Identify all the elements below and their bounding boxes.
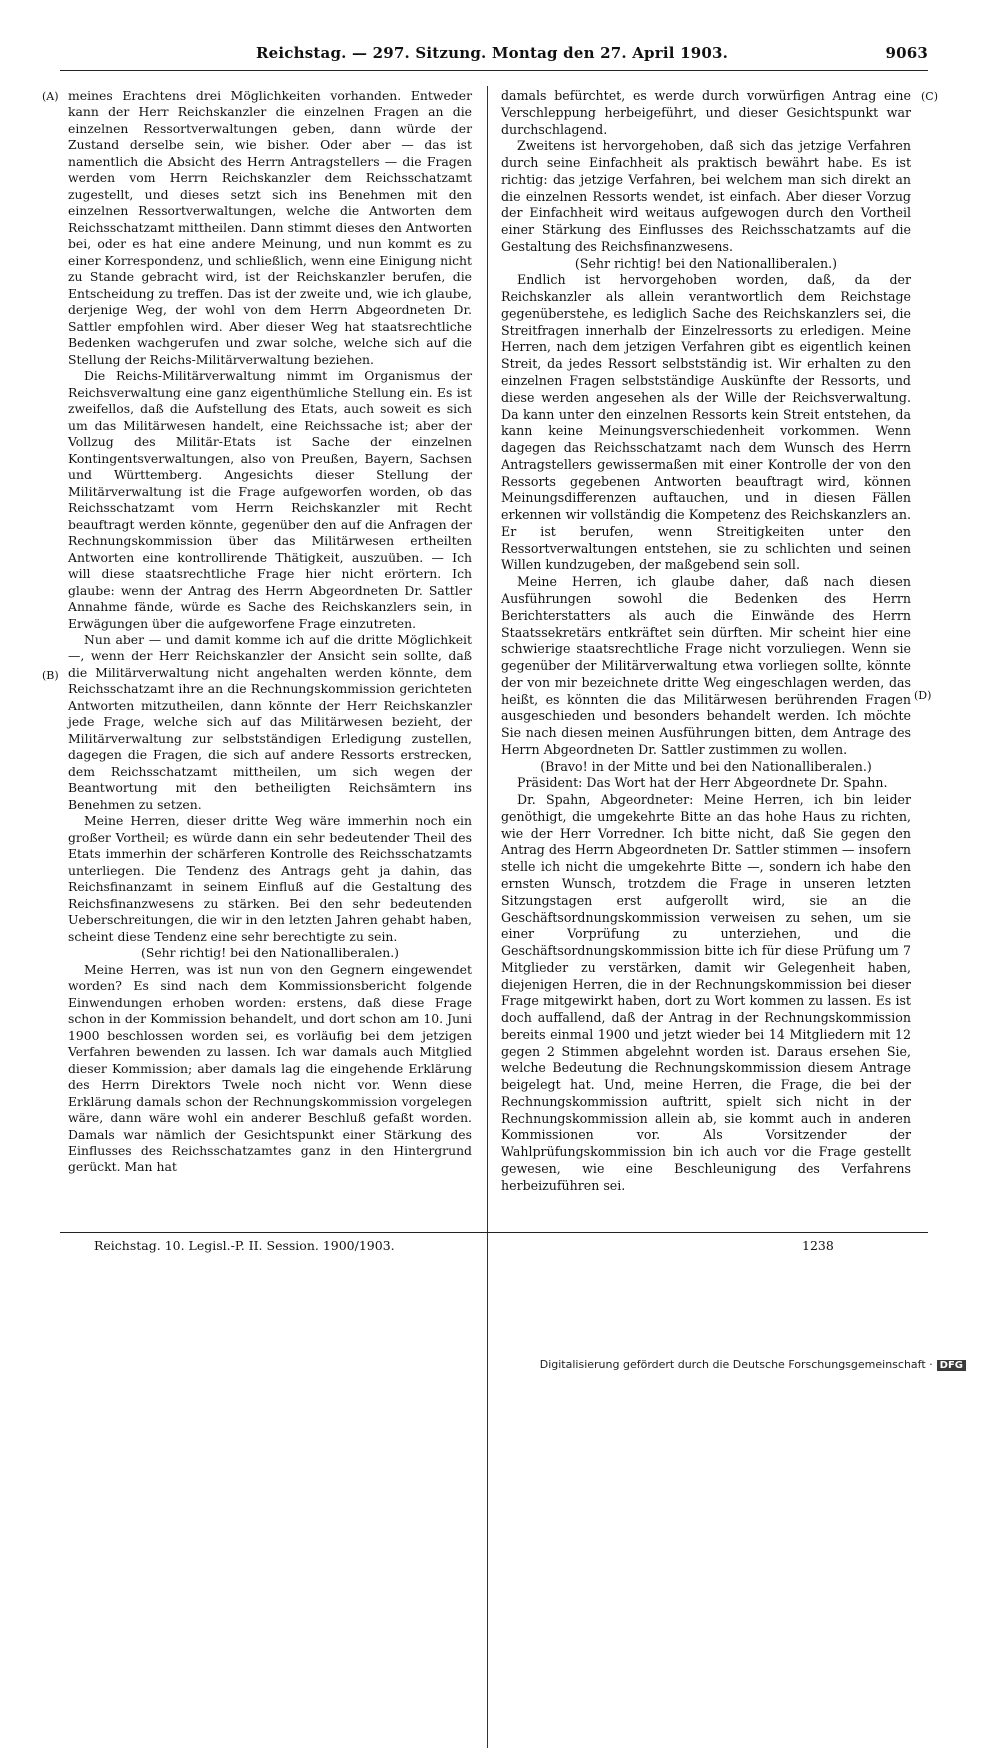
paragraph: Meine Herren, ich glaube daher, daß nach diesen Ausführungen sowohl die Bedenken des Herrn Berichterstatters als auch die Einwände des Herrn Staatssekretärs entkräftet sein dürften. Mir scheint hier eine schwierige staatsrechtliche Frage nicht vorzuliegen. Wenn sie gegenüber der Militärverwaltung etwa vorliegen sollte, könnte der von mir bezeichnete dritte Weg eingeschlagen werden, das heißt, es könnten die das Militärwesen berührenden Fragen ausgeschieden und besonders behandelt werden. Ich möchte Sie nach diesen meinen Ausführungen bitten, dem Antrage des Herrn Abgeordneten Dr. Sattler zustimmen zu wollen. xyxy=(501,574,911,757)
paragraph: meines Erachtens drei Möglichkeiten vorhanden. Entweder kann der Herr Reichskanzler die einzelnen Fragen an die einzelnen Ressortverwaltungen geben, dann würde der Zustand derselbe sein, wie bisher. Oder aber — das ist namentlich die Absicht des Herrn Antragstellers — die Fragen werden vom Herrn Reichskanzler dem Reichsschatzamt zugestellt, und dieses setzt sich ins Benehmen mit den einzelnen Ressortverwaltungen, welche die Antworten dem Reichsschatzamt mittheilen. Dann stimmt dieses den Antworten bei, oder es hat eine andere Meinung, und nun kommt es zu einer Korrespondenz, und schließlich, wenn eine Einigung nicht zu Stande gebracht wird, ist der Reichskanzler berufen, die Entscheidung zu treffen. Das ist der zweite und, wie ich glaube, derjenige Weg, der wohl von dem Herrn Abgeordneten Dr. Sattler empfohlen wird. Aber dieser Weg hat staatsrechtliche Bedenken wachgerufen und zwar solche, welche sich auf die Stellung der Reichs-Militärverwaltung beziehen. xyxy=(68,88,472,367)
margin-marker-b: (B) xyxy=(42,669,59,682)
paragraph: Nun aber — und damit komme ich auf die dritte Möglichkeit —, wenn der Herr Reichskanzler der Ansicht sein sollte, daß die Militärverwaltung nicht angehalten werden könnte, dem Reichsschatzamt ihre an die Rechnungskommission gerichteten Antworten mitzutheilen, dann könnte der Herr Reichskanzler jede Frage, welche sich auf das Militärwesen bezieht, der Militärverwaltung zur selbstständigen Erledigung zustellen, dagegen die Fragen, die sich auf andere Ressorts erstrecken, dem Reichsschatzamt mittheilen, um sich wegen der Beantwortung mit den betheiligten Reichsämtern ins Benehmen zu setzen. xyxy=(68,631,472,812)
margin-marker-c: (C) xyxy=(921,90,938,103)
page-header xyxy=(60,40,928,66)
paragraph: Meine Herren, dieser dritte Weg wäre immerhin noch ein großer Vortheil; es würde dann ein sehr bedeutender Theil des Etats immerhin der schärferen Kontrolle des Reichsschatzamts unterliegen. Die Tendenz des Antrags geht ja dahin, das Reichsfinanzamt in seinem Einfluß auf die Gestaltung des Reichsfinanzwesens zu stärken. Bei den sehr bedeutenden Ueberschreitungen, die wir in den letzten Jahren gehabt haben, scheint diese Tendenz eine sehr berechtigte zu sein. xyxy=(68,813,472,944)
digitization-credit xyxy=(540,1358,966,1371)
paragraph: damals befürchtet, es werde durch vorwürfigen Antrag eine Verschleppung herbeigeführt, und dieser Gesichtspunkt war durchschlagend. xyxy=(501,88,911,137)
margin-marker-a: (A) xyxy=(42,90,59,103)
right-column xyxy=(501,88,911,1195)
paragraph: Meine Herren, was ist nun von den Gegnern eingewendet worden? Es sind nach dem Kommissionsbericht folgende Einwendungen erhoben worden: erstens, daß diese Frage schon in der Kommission behandelt, und dort schon am 10. Juni 1900 beschlossen worden sei, es vorläufig bei dem jetzigen Verfahren bewenden zu lassen. Ich war damals auch Mitglied dieser Kommission; aber damals lag die eingehende Erklärung des Herrn Direktors Twele noch nicht vor. Wenn diese Erklärung damals schon der Rechnungskommission vorgelegen wäre, dann wäre wohl ein anderer Beschluß gefaßt worden. Damals war nämlich der Gesichtspunkt einer Stärkung des Einflusses des Reichsschatzamtes ganz in den Hintergrund gerückt. Man hat xyxy=(68,961,472,1175)
footer-rule xyxy=(60,1232,928,1233)
speaker-paragraph: Präsident: Das Wort hat der Herr Abgeordnete Dr. Spahn. xyxy=(517,775,888,791)
paragraph: Zweitens ist hervorgehoben, daß sich das jetzige Verfahren durch seine Einfachheit als praktisch bewährt habe. Es ist richtig: das jetzige Verfahren, bei welchem man sich direkt an die einzelnen Ressorts wendet, ist einfach. Aber dieser Vorzug der Einfachheit wird weitaus aufgewogen durch den Vortheil einer Stärkung des Einflusses des Reichsschatzamts auf die Gestaltung des Reichsfinanzwesens. xyxy=(501,138,911,254)
paragraph: Endlich ist hervorgehoben worden, daß, da der Reichskanzler als allein verantwortlich dem Reichstage gegenüberstehe, es lediglich Sache des Reichskanzlers sei, die Streitfragen innerhalb der Einzelressorts zu erledigen. Meine Herren, nach dem jetzigen Verfahren gibt es eigentlich keinen Streit, da jedes Ressort selbstständig ist. Wir erhalten zu den einzelnen Fragen selbstständige Auskünfte der Ressorts, und diese werden angesehen als der Wille der Reichsverwaltung. Da kann unter den einzelnen Ressorts kein Streit entstehen, da kann keine Meinungsverschiedenheit vorkommen. Wenn dagegen das Reichsschatzamt nach dem Wunsch des Herrn Antragstellers gewissermaßen mit einer Kontrolle der von den Ressorts gegebenen Antworten beauftragt wird, können Meinungsdifferenzen auftauchen, und in diesen Fällen erkennen wir vollständig die Kompetenz des Reichskanzlers an. Er ist berufen, wenn Streitigkeiten unter den Ressortverwaltungen entstehen, sie zu schlichten und seinen Willen kundzugeben, der maßgebend sein soll. xyxy=(501,272,911,573)
page-title: Reichstag. — 297. Sitzung. Montag den 27. April 1903. xyxy=(256,44,729,62)
credit-text: Digitalisierung gefördert durch die Deutsche Forschungsgemeinschaft · xyxy=(539,1358,933,1371)
page-number: 9063 xyxy=(885,44,928,62)
column-divider xyxy=(487,86,488,1748)
interjection: (Bravo! in der Mitte und bei den Nationalliberalen.) xyxy=(540,758,872,774)
footer-sheet-number: 1238 xyxy=(802,1238,834,1253)
dfg-logo: DFG xyxy=(937,1360,966,1371)
paragraph: Dr. Spahn, Abgeordneter: Meine Herren, ich bin leider genöthigt, die umgekehrte Bitte an das hohe Haus zu richten, wie der Herr Vorredner. Ich bitte nicht, daß Sie gegen den Antrag des Herrn Abgeordneten Dr. Sattler stimmen — insofern stelle ich nicht die umgekehrte Bitte —, sondern ich habe den ernsten Wunsch, trotzdem die Frage in unseren letzten Sitzungstagen erst aufgerollt wird, sie an die Geschäftsordnungskommission verweisen zu sehen, um sie einer Vorprüfung zu unterziehen, und die Geschäftsordnungskommission bitte ich für diese Prüfung um 7 Mitglieder zu verstärken, damit wir Gelegenheit haben, diejenigen Herren, die in der Rechnungskommission bei dieser Frage mitgewirkt haben, dort zu Wort kommen zu lassen. Es ist doch auffallend, daß der Antrag in der Rechnungskommission bereits einmal 1900 und jetzt wieder bei 14 Mitgliedern mit 12 gegen 2 Stimmen abgelehnt worden ist. Daraus ersehen Sie, welche Bedeutung die Rechnungskommission diesem Antrage beigelegt hat. Und, meine Herren, die Frage, die bei der Rechnungskommission auftritt, spielt sich nicht in der Rechnungskommission allein ab, sie kommt auch in anderen Kommissionen vor. Als Vorsitzender der Wahlprüfungskommission bin ich auch vor die Frage gestellt gewesen, wie eine Beschleunigung des Verfahrens herbeizuführen sei. xyxy=(501,792,911,1193)
interjection: (Sehr richtig! bei den Nationalliberalen.) xyxy=(574,255,838,271)
paragraph: Die Reichs-Militärverwaltung nimmt im Organismus der Reichsverwaltung eine ganz eigenthümliche Stellung ein. Es ist zweifellos, daß die Aufstellung des Etats, auch soweit es sich um das Militärwesen handelt, eine Reichssache ist; aber der Vollzug des Militär-Etats ist Sache der einzelnen Kontingentsverwaltungen, also von Preußen, Bayern, Sachsen und Württemberg. Angesichts dieser Stellung der Militärverwaltung ist die Frage aufgeworfen worden, ob das Reichsschatzamt vom Herrn Reichskanzler mit Recht beauftragt werden könnte, gegenüber den auf die Anfragen der Rechnungskommission über das Militärwesen ertheilten Antworten eine kontrollirende Thätigkeit, auszuüben. — Ich will diese staatsrechtliche Frage hier nicht erörtern. Ich glaube: wenn der Antrag des Herrn Abgeordneten Dr. Sattler Annahme fände, würde es Sache des Reichskanzlers sein, in Erwägungen über die aufgeworfene Frage einzutreten. xyxy=(68,368,472,631)
margin-marker-d: (D) xyxy=(914,689,932,702)
footer-session-info: Reichstag. 10. Legisl.-P. II. Session. 1900/1903. xyxy=(94,1238,395,1253)
interjection: (Sehr richtig! bei den Nationalliberalen.) xyxy=(141,945,399,961)
header-rule xyxy=(60,70,928,71)
left-column xyxy=(68,88,472,1176)
